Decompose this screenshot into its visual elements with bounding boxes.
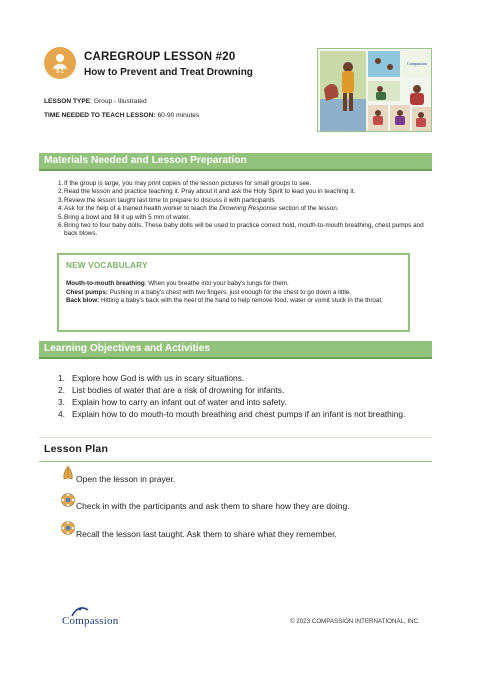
list-item: 3. Review the lesson taught last time to prepare to discuss it with participants: [58, 196, 275, 204]
praying-hands-icon: [60, 465, 76, 481]
list-item: 1. Explore how God is with us in scary situations.: [58, 373, 245, 383]
divider: [39, 437, 432, 438]
lesson-title: How to Prevent and Treat Drowning: [84, 67, 253, 78]
vocabulary-term: Chest pumps: Pushing in a baby's chest with two fingers, just enough for the chest to go down a little.: [66, 288, 352, 296]
lesson-type-value: : Group - Illustrated: [90, 98, 147, 105]
objectives-list: [58, 372, 418, 420]
time-needed-value: 60-90 minutes: [155, 112, 200, 119]
drowning-lesson-illustration: [318, 49, 432, 132]
list-item: 3. Explain how to carry an infant out of water and into safety.: [58, 397, 287, 407]
vocabulary-term: Mouth-to-mouth breathing: When you breathe into your baby's lungs for them.: [66, 280, 289, 287]
materials-heading: Materials Needed and Lesson Preparation: [44, 155, 247, 166]
list-item: 4. Ask for the help of a trained health worker to teach the Drowning Response section of the lesson.: [58, 205, 339, 213]
list-item: 2. Read the lesson and practice teaching it. Pray about it and ask the Holy Spirit to lead you in teaching it.: [58, 188, 356, 196]
divider: [39, 461, 432, 462]
group-circle-icon: [60, 492, 76, 508]
lesson-plan-heading: Lesson Plan: [44, 443, 109, 455]
compassion-logo: [62, 606, 126, 628]
copyright-notice: © 2023 COMPASSION INTERNATIONAL, INC.: [290, 618, 420, 625]
badge-label: 0-1: [56, 69, 64, 75]
lesson-type: [44, 98, 147, 105]
compassion-logo-text: Compassion: [62, 615, 119, 627]
objectives-section-bar: [39, 341, 432, 359]
list-item: 5. Bring a bowl and fill it up with 5 mm of water.: [58, 213, 191, 221]
time-needed: [44, 112, 199, 119]
new-vocabulary-box: [57, 253, 410, 332]
list-item: 6. Bring two to four baby dolls. These baby dolls will be used to practice correct hold, mouth-to-mouth breathing, chest pumps and back blows.: [58, 222, 424, 238]
lesson-illustration: [317, 48, 432, 132]
materials-list: [48, 180, 428, 239]
list-item: 1. If the group is large, you may print copies of the lesson pictures for small groups to see.: [58, 180, 312, 187]
list-item: 4. Explain how to do mouth-to mouth breathing and chest pumps if an infant is not breathing.: [58, 409, 406, 419]
vocabulary-term: Back blow: Hitting a baby's back with the heel of the hand to help remove food, water or vomit stuck in the throat.: [66, 297, 383, 305]
lesson-number: CAREGROUP LESSON #20: [84, 51, 236, 63]
materials-section-bar: [39, 153, 432, 171]
age-group-badge-icon: [44, 47, 76, 79]
list-item: 2. List bodies of water that are a risk of drowning for infants.: [58, 385, 285, 395]
objectives-heading: Learning Objectives and Activities: [44, 343, 211, 354]
lesson-page: 0-1 CAREGROUP LESSON #20 How to Prevent and Treat Drowning LESSON TYPE: Group - Illustrated TIME NEEDED TO TEACH LESSON: 60-90 minutes Compassion Materials Needed and Lesson Preparation 1. If the group is large, you may print copies of the lesson pictures for small groups to see. 2. Read the lesson and practice teaching it. Pray about it and ask the Holy Spirit to lead you in teaching it. 3. Review the lesson taught last time to prepare to discuss it with participants 4. Ask for the help of a trained health worker to teach the Drowning Response section of the lesson. 5. Bring a bowl and fill it up with 5 mm of water. 6. Bring two to four baby dolls. These baby dolls will be used to practice correct hold, mouth-to-mouth breathing, chest pumps and back blows. NEW VOCABULARY Mouth-to-mouth breathing: When you breathe into your baby's lungs for them. Chest pumps: Pushing in a baby's chest with two fingers, just enough for the chest to go down a little. Back blow: Hitting a baby's back with the heel of the hand to help remove food, water or vomit stuck in the throat. Learning Objectives and Activities 1. Explore how God is with us in scary situations. 2. List bodies of water that are a risk of drowning for infants. 3. Explain how to carry an infant out of water and into safety. 4. Explain how to do mouth-to mouth breathing and chest pumps if an infant is not breathing. Lesson Plan Open the lesson in prayer. Check in with the participants and ask them to share how they are doing. Recall the lesson last taught. Ask them to share what they remember. Compassion © 2023 COMPASSION INTERNATIONAL, INC.: [0, 0, 487, 688]
vocabulary-definitions: [66, 280, 406, 306]
svg-text:Compassion: Compassion: [407, 61, 427, 66]
lesson-type-label: LESSON TYPE: [44, 98, 91, 105]
time-needed-label: TIME NEEDED TO TEACH LESSON:: [44, 112, 156, 119]
group-circle-icon: [60, 520, 76, 536]
vocabulary-title: NEW VOCABULARY: [66, 261, 148, 270]
